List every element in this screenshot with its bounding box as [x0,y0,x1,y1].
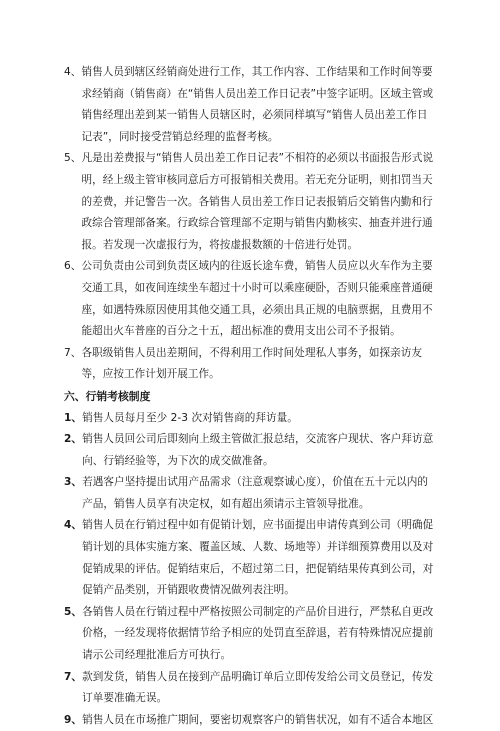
clause-text: 凡是出差费报与“销售人员出差工作日记表”不相符的必须以书面报告形式说明，经上级主管审核同意后方可报销相关费用。若无充分证明，则扣罚当天的差费，并记警告一次。各销售人员出差工作日记表报销后交销售内勤和行政综合管理部备案。行政综合管理部不定期与销售内勤核实、抽查并进行通报。若发现一次虚报行为，将按虚报数额的十倍进行处罚。 [81,152,434,251]
rule-text: 各销售人员在行销过程中严格按照公司制定的产品价目进行，严禁私自更改价格，一经发现将依据情节给予相应的处罚直至辞退，若有特殊情况应提前请示公司经理批准后方可执行。 [82,605,434,662]
clause-number: 6、 [64,260,82,273]
clause-item-7 [64,343,436,386]
clause-item-4 [64,62,436,148]
rule-text: 销售人员在行销过程中如有促销计划，应书面提出申请传真到公司（明确促销计划的具体实施方案、覆盖区域、人数、场地等）并详细预算费用以及对促销成果的评估。促销结束后，不超过第二日，把促销结果传真到公司，对促销产品类别，开销跟收费情况做列表注明。 [82,519,434,597]
rule-text: 若遇客户坚持提出试用产品需求（注意观察诚心度），价值在五十元以内的产品，销售人员享有决定权，如有超出须请示主管领导批准。 [82,476,429,510]
rule-item-7 [64,667,436,710]
rule-text: 销售人员回公司后即刻向上级主管做汇报总结，交流客户现状、客户拜访意向、行销经验等，为下次的成交做准备。 [82,433,434,467]
clause-item-5 [64,148,436,256]
clause-number: 7、 [64,346,82,359]
rule-item-5 [64,602,436,667]
rule-number: 2、 [64,433,83,446]
rule-number: 5、 [64,605,83,618]
rule-item-2 [64,429,436,472]
rule-number: 7、 [64,670,83,683]
rule-item-4 [64,515,436,601]
rule-item-3 [64,472,436,515]
rule-number: 4、 [64,519,83,532]
rule-item-9 [64,710,436,731]
rule-number: 9、 [64,713,83,726]
clause-text: 公司负责由公司到负责区域内的往返长途车费，销售人员应以火车作为主要交通工具，如夜间连续坐车超过十小时可以乘座硬卧，否则只能乘座普通硬座，如遇特殊原因使用其他交通工具，必须出具正规的电脑票据，且费用不能超出火车普座的百分之十五，超出标准的费用支出公司不予报销。 [81,260,433,338]
section-heading: 六、行销考核制度 [64,389,151,403]
rule-number: 1、 [64,411,83,424]
rule-text: 销售人员在市场推广期间，要密切观察客户的销售状况，如有不适合本地区 [82,713,434,726]
rule-number: 3、 [64,476,83,489]
rule-text: 款到发货，销售人员在接到产品明确订单后立即传发给公司文员登记，传发订单要准确无误。 [82,670,434,705]
rule-text: 销售人员每月至少 2-3 次对销售商的拜访量。 [82,411,298,424]
clause-number: 5、 [64,152,82,165]
clause-text: 各职级销售人员出差期间，不得利用工作时间处理私人事务，如探亲访友等，应按工作计划开展工作。 [81,346,423,381]
clause-item-6 [64,256,436,342]
rule-item-1 [64,408,436,430]
clause-text: 销售人员到辖区经销商处进行工作，其工作内容、工作结果和工作时间等要求经销商（销售商）在“销售人员出差工作日记表”中签字证明。区域主管或销售经理出差到某一销售人员辖区时，必须同样填写“销售人员出差工作日记表”，同时接受营销总经理的监督考核。 [81,66,434,143]
clause-number: 4、 [64,66,82,78]
